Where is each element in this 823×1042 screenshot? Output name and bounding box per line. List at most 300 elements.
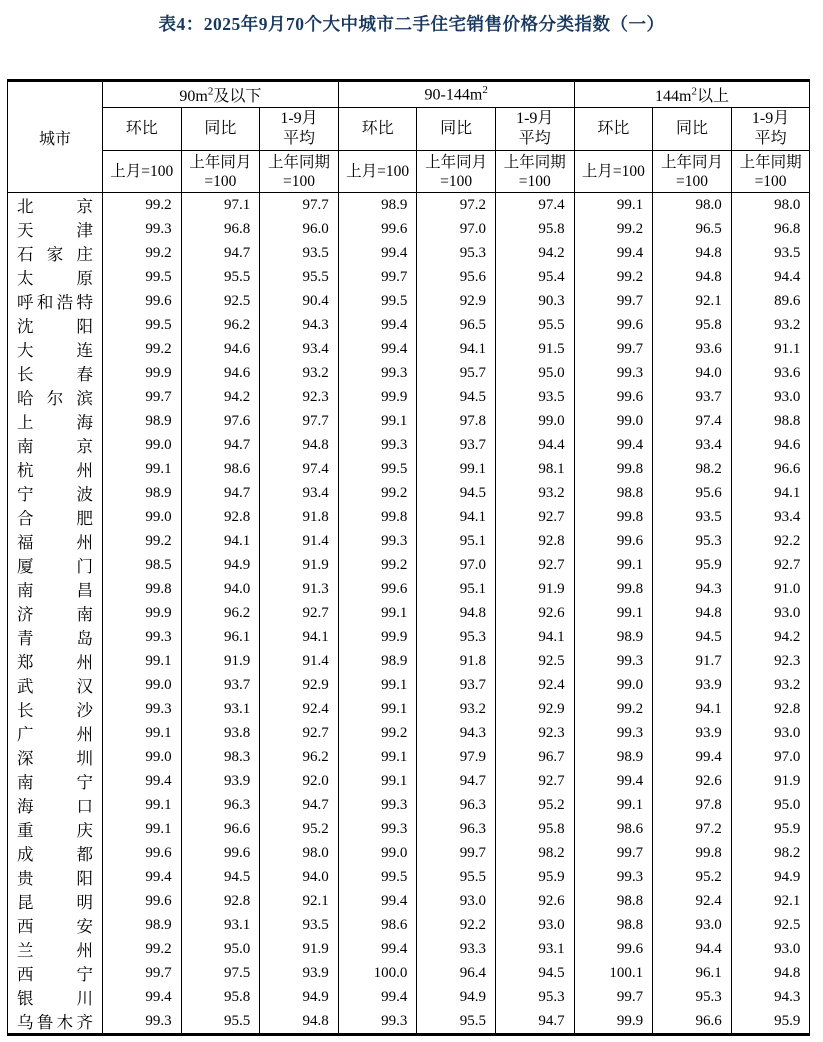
value-cell: 93.1 [495, 937, 574, 961]
value-cell: 99.2 [574, 697, 653, 721]
table-row [8, 361, 810, 385]
base-header-prev-year-period: 上年同期 =100 [731, 151, 810, 193]
value-cell: 95.0 [181, 937, 260, 961]
value-cell: 99.0 [103, 505, 182, 529]
value-cell: 94.2 [731, 625, 810, 649]
base-header-row [8, 151, 810, 193]
city-name: 上海 [8, 409, 103, 433]
value-cell: 98.0 [260, 841, 339, 865]
value-cell: 93.0 [731, 721, 810, 745]
value-cell: 92.8 [181, 505, 260, 529]
value-cell: 92.8 [181, 889, 260, 913]
value-cell: 99.3 [103, 1009, 182, 1035]
city-name: 贵阳 [8, 865, 103, 889]
value-cell: 99.7 [338, 265, 417, 289]
value-cell: 95.7 [417, 361, 496, 385]
value-cell: 92.4 [260, 697, 339, 721]
value-cell: 94.7 [181, 481, 260, 505]
value-cell: 99.4 [338, 937, 417, 961]
value-cell: 99.0 [103, 673, 182, 697]
value-cell: 94.7 [181, 241, 260, 265]
value-cell: 99.6 [574, 385, 653, 409]
value-cell: 98.6 [574, 817, 653, 841]
value-cell: 98.9 [338, 649, 417, 673]
value-cell: 98.5 [103, 553, 182, 577]
value-cell: 96.3 [417, 817, 496, 841]
city-name: 郑州 [8, 649, 103, 673]
value-cell: 100.0 [338, 961, 417, 985]
table-row [8, 529, 810, 553]
metric-header-mom: 环比 [574, 108, 653, 151]
value-cell: 99.1 [103, 457, 182, 481]
value-cell: 91.8 [417, 649, 496, 673]
value-cell: 94.8 [653, 241, 732, 265]
value-cell: 99.6 [103, 889, 182, 913]
value-cell: 94.8 [653, 601, 732, 625]
value-cell: 98.8 [574, 889, 653, 913]
value-cell: 92.6 [653, 769, 732, 793]
value-cell: 98.8 [731, 409, 810, 433]
value-cell: 99.1 [574, 793, 653, 817]
superscript-2: 2 [691, 85, 697, 98]
city-name: 南宁 [8, 769, 103, 793]
city-name: 西宁 [8, 961, 103, 985]
value-cell: 94.6 [731, 433, 810, 457]
city-name: 重庆 [8, 817, 103, 841]
value-cell: 99.3 [103, 697, 182, 721]
value-cell: 92.9 [417, 289, 496, 313]
value-cell: 98.9 [103, 913, 182, 937]
value-cell: 93.5 [731, 241, 810, 265]
metric-header-yoy: 同比 [417, 108, 496, 151]
value-cell: 95.8 [653, 313, 732, 337]
value-cell: 97.6 [181, 409, 260, 433]
value-cell: 94.3 [731, 985, 810, 1009]
value-cell: 99.6 [338, 217, 417, 241]
group-label-text: 90m [179, 88, 208, 105]
value-cell: 98.6 [338, 913, 417, 937]
value-cell: 99.8 [103, 577, 182, 601]
city-name: 银川 [8, 985, 103, 1009]
value-cell: 99.6 [103, 841, 182, 865]
group-header-144-above [574, 81, 810, 108]
value-cell: 99.4 [103, 985, 182, 1009]
table-row [8, 961, 810, 985]
value-cell: 93.7 [181, 673, 260, 697]
value-cell: 97.0 [417, 553, 496, 577]
value-cell: 92.6 [495, 601, 574, 625]
value-cell: 94.7 [417, 769, 496, 793]
value-cell: 94.7 [495, 1009, 574, 1035]
table-row [8, 889, 810, 913]
value-cell: 94.8 [653, 265, 732, 289]
value-cell: 94.7 [260, 793, 339, 817]
value-cell: 97.4 [260, 457, 339, 481]
value-cell: 99.9 [574, 1009, 653, 1035]
value-cell: 95.1 [417, 529, 496, 553]
table-row [8, 601, 810, 625]
value-cell: 91.7 [653, 649, 732, 673]
value-cell: 96.3 [181, 793, 260, 817]
value-cell: 99.4 [338, 313, 417, 337]
group-label-text: 144m [654, 88, 692, 105]
value-cell: 91.5 [495, 337, 574, 361]
value-cell: 99.9 [338, 625, 417, 649]
value-cell: 97.2 [417, 193, 496, 218]
value-cell: 93.0 [417, 889, 496, 913]
value-cell: 94.6 [181, 361, 260, 385]
metric-header-mom: 环比 [338, 108, 417, 151]
value-cell: 97.9 [417, 745, 496, 769]
value-cell: 93.0 [653, 913, 732, 937]
value-cell: 95.3 [653, 529, 732, 553]
value-cell: 99.8 [574, 505, 653, 529]
value-cell: 98.1 [495, 457, 574, 481]
value-cell: 99.4 [574, 769, 653, 793]
value-cell: 99.1 [103, 721, 182, 745]
value-cell: 99.6 [574, 937, 653, 961]
value-cell: 95.6 [417, 265, 496, 289]
value-cell: 99.8 [574, 577, 653, 601]
value-cell: 94.3 [653, 577, 732, 601]
value-cell: 97.0 [731, 745, 810, 769]
value-cell: 99.1 [338, 745, 417, 769]
value-cell: 92.6 [495, 889, 574, 913]
value-cell: 95.9 [495, 865, 574, 889]
city-name: 石家庄 [8, 241, 103, 265]
value-cell: 99.3 [338, 529, 417, 553]
value-cell: 98.2 [653, 457, 732, 481]
value-cell: 95.6 [653, 481, 732, 505]
table-row [8, 313, 810, 337]
value-cell: 93.0 [731, 937, 810, 961]
value-cell: 100.1 [574, 961, 653, 985]
value-cell: 99.2 [574, 217, 653, 241]
value-cell: 98.2 [495, 841, 574, 865]
value-cell: 96.1 [653, 961, 732, 985]
city-name: 大连 [8, 337, 103, 361]
table-row [8, 289, 810, 313]
base-header-prev-month: 上月=100 [574, 151, 653, 193]
table-row [8, 481, 810, 505]
value-cell: 99.1 [338, 409, 417, 433]
value-cell: 96.2 [181, 601, 260, 625]
base-header-prev-year-period: 上年同期 =100 [260, 151, 339, 193]
metric-header-avg: 1-9月 平均 [495, 108, 574, 151]
value-cell: 92.3 [731, 649, 810, 673]
value-cell: 99.3 [338, 793, 417, 817]
value-cell: 95.9 [731, 1009, 810, 1035]
value-cell: 95.8 [495, 217, 574, 241]
value-cell: 92.7 [495, 769, 574, 793]
table-row [8, 817, 810, 841]
value-cell: 99.6 [181, 841, 260, 865]
value-cell: 89.6 [731, 289, 810, 313]
value-cell: 94.3 [260, 313, 339, 337]
value-cell: 99.4 [103, 865, 182, 889]
base-header-prev-year-month: 上年同月 =100 [181, 151, 260, 193]
metric-header-yoy: 同比 [653, 108, 732, 151]
value-cell: 94.4 [495, 433, 574, 457]
value-cell: 94.6 [181, 337, 260, 361]
value-cell: 99.7 [574, 337, 653, 361]
value-cell: 99.2 [103, 337, 182, 361]
value-cell: 96.6 [653, 1009, 732, 1035]
value-cell: 92.7 [260, 721, 339, 745]
value-cell: 98.8 [574, 481, 653, 505]
value-cell: 92.7 [495, 553, 574, 577]
table-row [8, 793, 810, 817]
group-header-90-144 [338, 81, 574, 108]
value-cell: 99.3 [574, 721, 653, 745]
value-cell: 92.5 [495, 649, 574, 673]
value-cell: 99.5 [338, 457, 417, 481]
group-label-text: 以上 [696, 88, 729, 105]
table-row [8, 841, 810, 865]
value-cell: 96.6 [731, 457, 810, 481]
value-cell: 92.2 [731, 529, 810, 553]
value-cell: 92.8 [731, 697, 810, 721]
table-row [8, 217, 810, 241]
value-cell: 98.6 [181, 457, 260, 481]
value-cell: 94.2 [495, 241, 574, 265]
table-row [8, 433, 810, 457]
value-cell: 93.5 [260, 913, 339, 937]
value-cell: 99.2 [574, 265, 653, 289]
value-cell: 99.1 [103, 817, 182, 841]
value-cell: 99.7 [574, 985, 653, 1009]
value-cell: 99.4 [574, 433, 653, 457]
value-cell: 94.2 [181, 385, 260, 409]
value-cell: 98.8 [574, 913, 653, 937]
value-cell: 94.1 [417, 505, 496, 529]
table-row [8, 721, 810, 745]
value-cell: 99.5 [103, 265, 182, 289]
value-cell: 94.9 [417, 985, 496, 1009]
value-cell: 93.7 [417, 433, 496, 457]
value-cell: 99.7 [417, 841, 496, 865]
metric-header-yoy: 同比 [181, 108, 260, 151]
city-name: 哈尔滨 [8, 385, 103, 409]
value-cell: 99.2 [103, 529, 182, 553]
base-header-prev-month: 上月=100 [338, 151, 417, 193]
value-cell: 97.4 [495, 193, 574, 218]
value-cell: 93.3 [417, 937, 496, 961]
value-cell: 95.5 [260, 265, 339, 289]
value-cell: 97.2 [653, 817, 732, 841]
value-cell: 96.6 [181, 817, 260, 841]
city-name: 太原 [8, 265, 103, 289]
value-cell: 94.4 [731, 265, 810, 289]
city-name: 福州 [8, 529, 103, 553]
value-cell: 97.8 [417, 409, 496, 433]
value-cell: 95.4 [495, 265, 574, 289]
value-cell: 94.1 [260, 625, 339, 649]
table-row [8, 553, 810, 577]
value-cell: 91.8 [260, 505, 339, 529]
value-cell: 94.5 [653, 625, 732, 649]
table-row [8, 457, 810, 481]
value-cell: 99.4 [338, 241, 417, 265]
city-name: 厦门 [8, 553, 103, 577]
city-name: 南京 [8, 433, 103, 457]
value-cell: 99.7 [103, 385, 182, 409]
value-cell: 92.9 [260, 673, 339, 697]
value-cell: 95.8 [495, 817, 574, 841]
table-row [8, 193, 810, 218]
value-cell: 93.6 [731, 361, 810, 385]
table-row [8, 577, 810, 601]
city-name: 广州 [8, 721, 103, 745]
value-cell: 93.1 [181, 913, 260, 937]
value-cell: 99.0 [103, 433, 182, 457]
city-name: 武汉 [8, 673, 103, 697]
superscript-2: 2 [207, 85, 214, 98]
value-cell: 95.5 [417, 865, 496, 889]
value-cell: 93.0 [731, 385, 810, 409]
value-cell: 97.7 [260, 193, 339, 218]
value-cell: 99.6 [574, 313, 653, 337]
city-name: 北京 [8, 193, 103, 218]
table-row [8, 673, 810, 697]
city-name: 海口 [8, 793, 103, 817]
value-cell: 91.9 [731, 769, 810, 793]
city-column-header: 城市 [8, 81, 103, 193]
value-cell: 91.0 [731, 577, 810, 601]
value-cell: 99.3 [574, 361, 653, 385]
value-cell: 99.9 [103, 361, 182, 385]
value-cell: 99.2 [103, 937, 182, 961]
value-cell: 98.9 [338, 193, 417, 218]
value-cell: 94.8 [260, 1009, 339, 1035]
value-cell: 93.2 [417, 697, 496, 721]
value-cell: 99.3 [338, 433, 417, 457]
table-row [8, 913, 810, 937]
value-cell: 91.1 [731, 337, 810, 361]
value-cell: 99.5 [338, 289, 417, 313]
value-cell: 95.3 [495, 985, 574, 1009]
value-cell: 92.7 [260, 601, 339, 625]
value-cell: 98.9 [574, 745, 653, 769]
value-cell: 99.0 [338, 841, 417, 865]
value-cell: 93.5 [495, 385, 574, 409]
value-cell: 99.3 [103, 217, 182, 241]
table-row [8, 985, 810, 1009]
value-cell: 99.7 [574, 841, 653, 865]
value-cell: 99.3 [574, 865, 653, 889]
value-cell: 96.2 [260, 745, 339, 769]
city-name: 昆明 [8, 889, 103, 913]
value-cell: 94.1 [731, 481, 810, 505]
table-row [8, 937, 810, 961]
value-cell: 95.0 [495, 361, 574, 385]
page [0, 11, 823, 1042]
base-header-prev-year-period: 上年同期 =100 [495, 151, 574, 193]
value-cell: 99.0 [574, 409, 653, 433]
value-cell: 95.9 [731, 817, 810, 841]
value-cell: 99.6 [338, 577, 417, 601]
value-cell: 93.9 [653, 673, 732, 697]
value-cell: 99.1 [574, 601, 653, 625]
value-cell: 96.1 [181, 625, 260, 649]
value-cell: 99.1 [338, 673, 417, 697]
value-cell: 91.9 [495, 577, 574, 601]
city-name: 沈阳 [8, 313, 103, 337]
table-row [8, 385, 810, 409]
value-cell: 96.5 [653, 217, 732, 241]
value-cell: 99.4 [338, 889, 417, 913]
value-cell: 92.8 [495, 529, 574, 553]
metric-header-avg: 1-9月 平均 [731, 108, 810, 151]
value-cell: 99.1 [338, 601, 417, 625]
value-cell: 94.0 [653, 361, 732, 385]
value-cell: 93.2 [260, 361, 339, 385]
value-cell: 91.9 [260, 553, 339, 577]
value-cell: 95.3 [417, 625, 496, 649]
value-cell: 97.8 [653, 793, 732, 817]
value-cell: 96.8 [181, 217, 260, 241]
table-row [8, 745, 810, 769]
value-cell: 99.1 [574, 193, 653, 218]
value-cell: 96.5 [417, 313, 496, 337]
metric-header-mom: 环比 [103, 108, 182, 151]
value-cell: 94.8 [731, 961, 810, 985]
metric-header-avg: 1-9月 平均 [260, 108, 339, 151]
value-cell: 93.9 [260, 961, 339, 985]
value-cell: 99.7 [574, 289, 653, 313]
city-name: 长春 [8, 361, 103, 385]
value-cell: 99.1 [103, 649, 182, 673]
value-cell: 94.8 [417, 601, 496, 625]
value-cell: 94.8 [260, 433, 339, 457]
value-cell: 94.0 [260, 865, 339, 889]
value-cell: 98.9 [574, 625, 653, 649]
value-cell: 99.3 [103, 625, 182, 649]
value-cell: 99.8 [574, 457, 653, 481]
value-cell: 92.5 [181, 289, 260, 313]
table-row [8, 337, 810, 361]
value-cell: 93.2 [731, 673, 810, 697]
city-name: 合肥 [8, 505, 103, 529]
value-cell: 95.8 [181, 985, 260, 1009]
table-body [8, 193, 810, 1035]
city-name: 南昌 [8, 577, 103, 601]
metric-header-row [8, 108, 810, 151]
value-cell: 99.3 [338, 817, 417, 841]
city-name: 长沙 [8, 697, 103, 721]
value-cell: 92.9 [495, 697, 574, 721]
value-cell: 99.2 [103, 193, 182, 218]
value-cell: 99.0 [495, 409, 574, 433]
value-cell: 94.1 [417, 337, 496, 361]
value-cell: 90.4 [260, 289, 339, 313]
value-cell: 98.9 [103, 409, 182, 433]
value-cell: 99.3 [338, 1009, 417, 1035]
value-cell: 99.4 [653, 745, 732, 769]
value-cell: 95.5 [181, 265, 260, 289]
value-cell: 93.4 [260, 337, 339, 361]
value-cell: 95.3 [417, 241, 496, 265]
value-cell: 96.2 [181, 313, 260, 337]
value-cell: 94.7 [181, 433, 260, 457]
superscript-2: 2 [482, 84, 488, 97]
value-cell: 98.3 [181, 745, 260, 769]
value-cell: 93.6 [653, 337, 732, 361]
value-cell: 93.5 [260, 241, 339, 265]
value-cell: 99.5 [103, 313, 182, 337]
value-cell: 92.4 [653, 889, 732, 913]
value-cell: 96.4 [417, 961, 496, 985]
